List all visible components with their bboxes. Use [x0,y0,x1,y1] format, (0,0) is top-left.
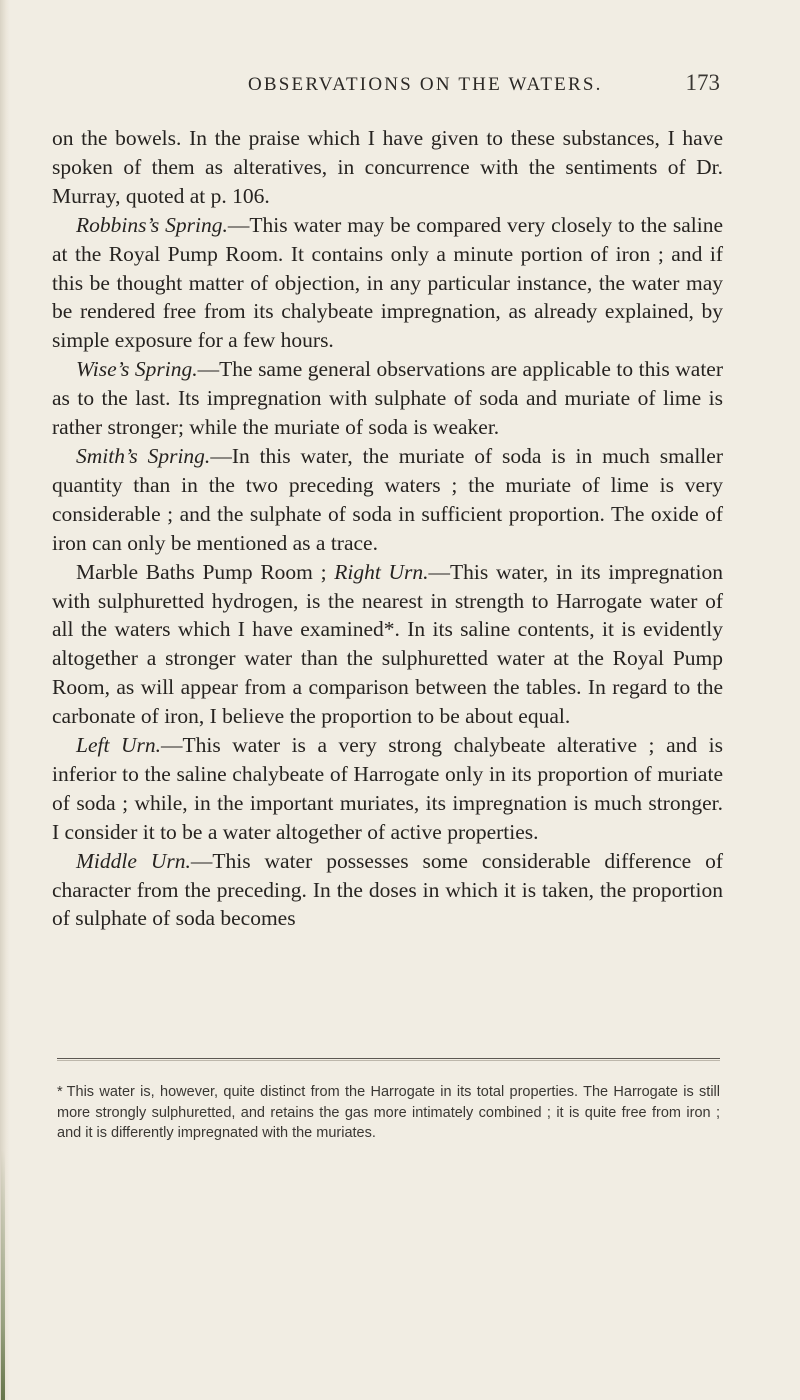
page-header [248,70,720,110]
page-number: 173 [685,70,720,95]
paragraph-text: —The same general observations are applicable to this water as to the last. Its impregnation with sulphate of soda and muriate of lime is rather stronger; while the muriate of soda is weaker. [52,357,723,440]
paragraph-text: on the bowels. In the praise which I have given to these substances, I have spoken of them as alteratives, in concurrence with the sentiments of Dr. Murray, quoted at p. 106. [52,126,723,208]
spring-name: Left Urn. [76,733,162,758]
paragraph-text: —In this water, the muriate of soda is in much smaller quantity than in the two preceding waters ; the muriate of lime is very considerable ; and the sulphate of soda in sufficient proportion. The oxide of iron can only be mentioned as a trace. [52,443,723,555]
spring-name: Robbins’s Spring. [76,212,228,237]
paragraph-text: —This water, in its impregnation with sulphuretted hydrogen, is the nearest in strength to Harrogate water of all the waters which I have examined*. In its saline contents, it is evidently altogether a stronger water than the sulphuretted water at the Royal Pump Room, as will appear from a comparison between the tables. In regard to the carbonate of iron, I believe the proportion to be about equal. [52,559,723,729]
paragraph-lead: Marble Baths Pump Room ; [76,559,335,584]
running-head: OBSERVATIONS ON THE WATERS. [248,74,603,95]
paragraph-continued [52,124,723,211]
spring-name: Middle Urn. [76,848,191,873]
paragraph-text: —This water is a very strong chalybeate alterative ; and is inferior to the saline chalybeate of Harrogate only in its proportion of muriate of soda ; while, in the important muriates, its impregnation is much stronger. I consider it to be a water altogether of active properties. [52,733,724,844]
footnote-divider [57,1058,720,1059]
paragraph-wise-spring [52,355,723,442]
paragraph-text: —This water may be compared very closely to the saline at the Royal Pump Room. It contains only a minute portion of iron ; and if this be thought matter of objection, in any particular instance, the water may be rendered free from its chalybeate impregnation, as already explained, by simple exposure for a few hours. [52,212,723,353]
footnote-marker: * [57,1084,63,1100]
paragraph-middle-urn [52,847,723,934]
paragraph-right-urn [52,558,723,731]
paragraph-text: —This water possesses some considerable difference of character from the preceding. In the doses in which it is taken, the proportion of sulphate of soda becomes [52,848,724,931]
spring-name: Right Urn. [334,559,429,584]
paragraph-robbins-spring [52,211,723,356]
spring-name: Wise’s Spring. [76,357,198,382]
paragraph-left-urn [52,731,723,847]
page-edge [0,0,10,1400]
paragraph-smith-spring [52,442,723,558]
footnote-text: This water is, however, quite distinct from the Harrogate in its total properties. The Harrogate is still more strongly sulphuretted, and retains the gas more intimately combined ; it is quite free from iron ; and it is differently impregnated with the muriates. [57,1084,720,1141]
spring-name: Smith’s Spring. [76,443,211,468]
body-text [52,124,723,933]
footnote [57,1082,720,1144]
